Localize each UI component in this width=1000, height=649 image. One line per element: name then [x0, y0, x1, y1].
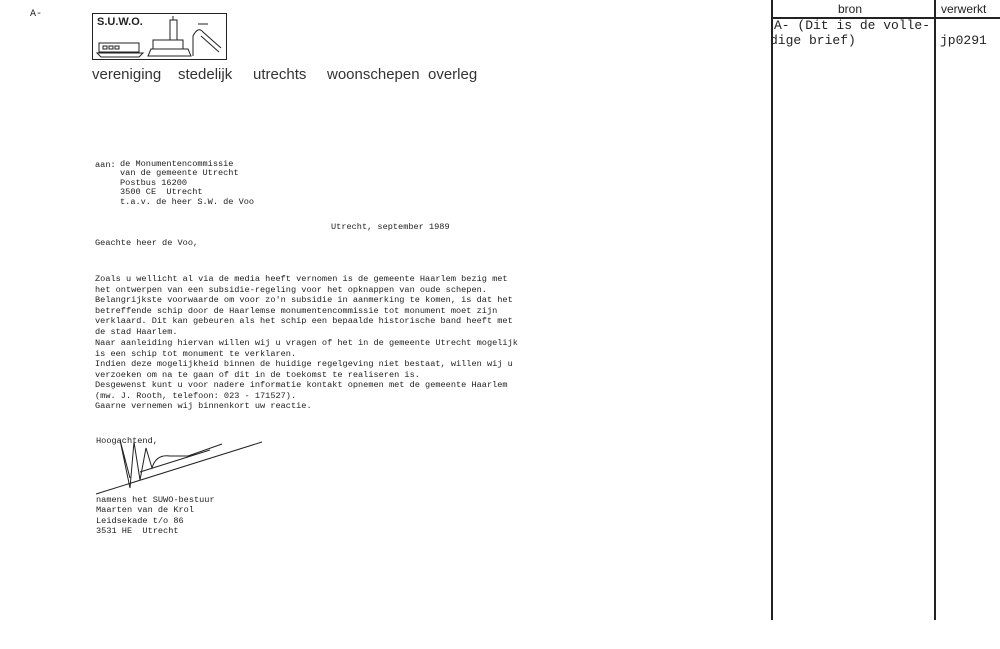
- salutation: Geachte heer de Voo,: [95, 238, 199, 248]
- sender-line: 3531 HE Utrecht: [96, 526, 179, 537]
- address-line: van de gemeente Utrecht: [120, 168, 239, 179]
- bron-line: dige brief): [770, 33, 856, 48]
- text-line: de stad Haarlem.: [95, 326, 178, 337]
- text-line: (mw. J. Rooth, telefoon: 023 - 171527).: [95, 390, 297, 401]
- text-line: verzoeken om na te gaan of dit in de toekomst te realiseren is.: [95, 369, 420, 380]
- sender-block: [96, 495, 215, 537]
- address-label: aan:: [95, 160, 116, 170]
- paragraph-1: [95, 274, 513, 338]
- text-line: is een schip tot monument te verklaren.: [95, 348, 297, 359]
- text-line: verklaard. Dit kan gebeuren als het schip een bepaalde historische band heeft met: [95, 316, 513, 327]
- bron-line: A- (Dit is de volle-: [774, 18, 931, 33]
- logo-boats-illustration: [93, 14, 226, 59]
- sender-line: Leidsekade t/o 86: [96, 515, 184, 526]
- address-line: t.a.v. de heer S.W. de Voo: [120, 196, 255, 207]
- verwerkt-value: jp0291: [940, 33, 987, 48]
- address-block: [120, 160, 254, 207]
- text-line: het ontwerpen van een subsidie-regeling voor het opknappen van oude schepen.: [95, 284, 487, 295]
- closing-line: Gaarne vernemen wij binnenkort uw reactie.: [95, 401, 312, 411]
- text-line: Indien deze mogelijkheid binnen de huidige regelgeving niet bestaat, willen wij u: [95, 359, 513, 370]
- text-line: betreffende schip door de Haarlemse monumentencommissie tot monument moet zijn: [95, 305, 498, 316]
- letter-date: Utrecht, september 1989: [331, 222, 450, 232]
- text-line: Zoals u wellicht al via de media heeft vernomen is de gemeente Haarlem bezig met: [95, 274, 508, 284]
- text-line: Naar aanleiding hiervan willen wij u vragen of het in de gemeente Utrecht mogelijk: [95, 338, 518, 348]
- tagline-word: overleg: [428, 66, 478, 83]
- tagline-word: woonschepen: [327, 66, 420, 83]
- header-bron: bron: [838, 2, 863, 16]
- paragraph-2: [95, 338, 518, 402]
- address-line: Postbus 16200: [120, 177, 188, 188]
- text-line: Desgewenst kunt u voor nadere informatie kontakt opnemen met de gemeente Haarlem: [95, 380, 508, 391]
- greeting: Hoogachtend,: [96, 436, 158, 446]
- suwo-logo: [92, 13, 227, 60]
- margin-mark: A-: [30, 9, 43, 20]
- text-line: Belangrijkste voorwaarde om voor zo'n subsidie in aanmerking te komen, is dat het: [95, 295, 513, 306]
- tagline-word: vereniging: [92, 66, 162, 83]
- tagline-word: utrechts: [253, 66, 307, 83]
- address-line: 3500 CE Utrecht: [120, 187, 203, 198]
- table-divider: [934, 0, 936, 620]
- header-verwerkt: verwerkt: [941, 2, 987, 16]
- table-divider: [771, 0, 773, 620]
- sender-line: namens het SUWO-bestuur: [96, 495, 215, 505]
- logo-text: S.U.W.O.: [97, 16, 143, 28]
- sender-line: Maarten van de Krol: [96, 505, 194, 516]
- address-line: de Monumentencommissie: [120, 159, 234, 169]
- tagline-word: stedelijk: [178, 66, 233, 83]
